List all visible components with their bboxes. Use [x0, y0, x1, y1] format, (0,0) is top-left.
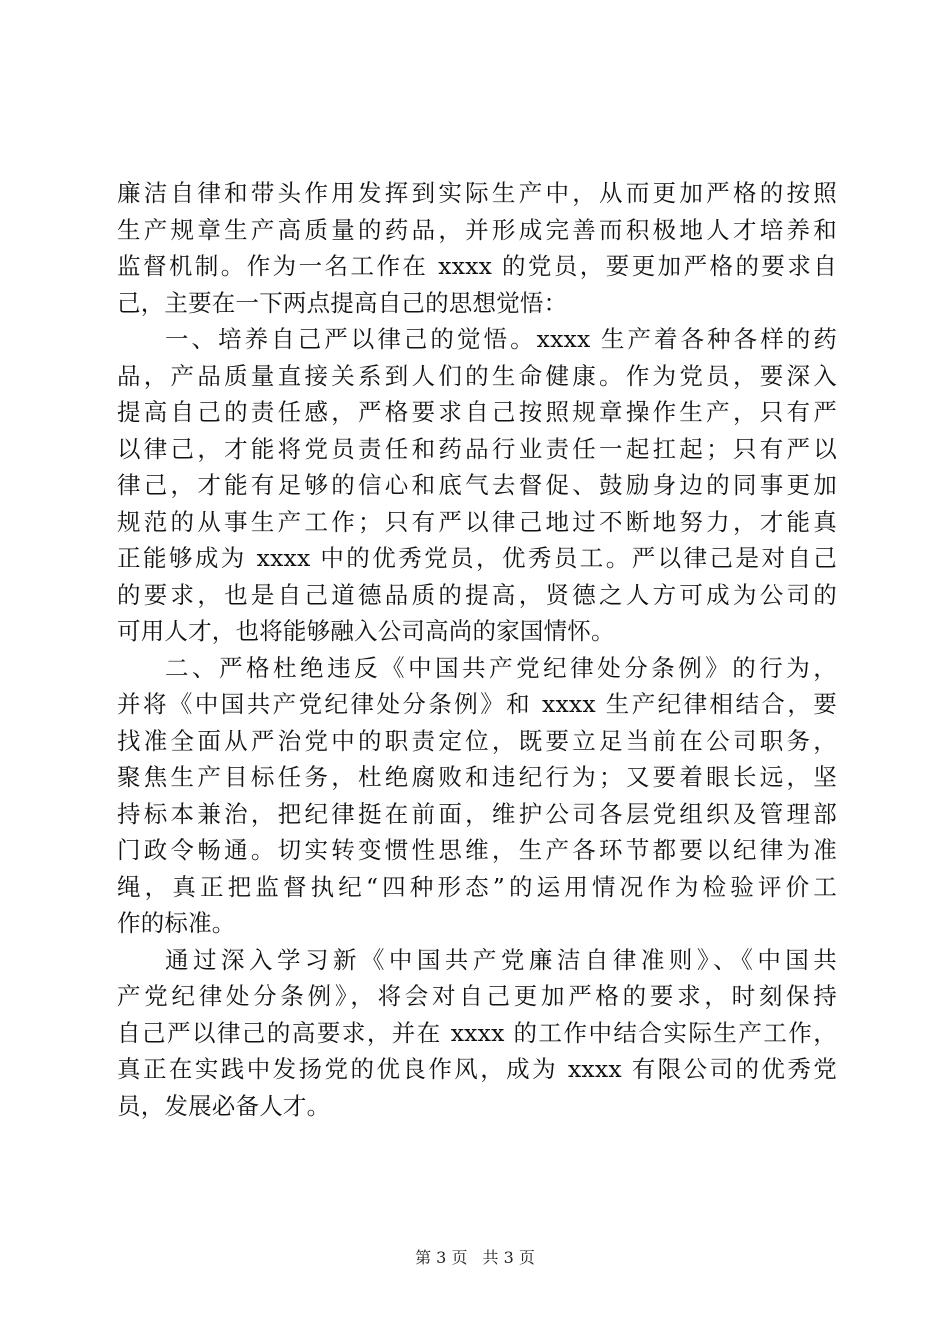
paragraph-2 — [117, 321, 837, 650]
text-line: 聚焦生产目标任务，杜绝腐败和违纪行为；又要着眼长远，坚 — [117, 763, 837, 791]
text-line: 绳，真正把监督执纪“四种形态”的运用情况作为检验评价工 — [117, 872, 837, 901]
text-line: 可用人才，也将能够融入公司高尚的家国情怀。 — [117, 617, 615, 645]
page-footer — [0, 1245, 950, 1268]
text-line: 提高自己的责任感，严格要求自己按照规章操作生产，只有严 — [117, 398, 837, 426]
text-line: 真正在实践中发扬党的优良作风，成为 xxxx 有限公司的优秀党 — [117, 1055, 837, 1083]
text-line: 己，主要在一下两点提高自己的思想觉悟： — [117, 288, 568, 317]
paragraph-4 — [117, 942, 837, 1125]
page-number-total: 共 3 页 — [482, 1248, 535, 1267]
text-line: 通过深入学习新《中国共产党廉洁自律准则》、《中国共 — [165, 945, 837, 974]
document-body — [117, 175, 837, 1124]
text-line: 持标本兼治，把纪律挺在前面，维护公司各层党组织及管理部 — [117, 799, 837, 828]
text-line: 律己，才能有足够的信心和底气去督促、鼓励身边的同事更加 — [117, 471, 837, 499]
text-line: 监督机制。作为一名工作在 xxxx 的党员，要更加严格的要求自 — [117, 252, 837, 280]
text-line: 并将《中国共产党纪律处分条例》和 xxxx 生产纪律相结合，要 — [117, 690, 837, 718]
text-line: 规范的从事生产工作；只有严以律己地过不断地努力，才能真 — [117, 507, 837, 536]
text-line: 作的标准。 — [117, 909, 236, 937]
text-line: 自己严以律己的高要求，并在 xxxx 的工作中结合实际生产工作， — [117, 1018, 837, 1047]
text-line: 生产规章生产高质量的药品，并形成完善而积极地人才培养和 — [117, 215, 837, 244]
paragraph-3 — [117, 650, 837, 942]
text-line: 品，产品质量直接关系到人们的生命健康。作为党员，要深入 — [117, 361, 837, 390]
text-line: 以律己，才能将党员责任和药品行业责任一起扛起；只有严以 — [117, 434, 837, 463]
text-line: 门政令畅通。切实转变惯性思维，生产各环节都要以纪律为准 — [117, 836, 837, 864]
text-line: 二、严格杜绝违反《中国共产党纪律处分条例》的行为， — [165, 653, 837, 682]
text-line: 找准全面从严治党中的职责定位，既要立足当前在公司职务， — [117, 726, 837, 755]
text-line: 廉洁自律和带头作用发挥到实际生产中，从而更加严格的按照 — [117, 179, 837, 207]
page-number-current: 第 3 页 — [415, 1248, 468, 1267]
paragraph-1 — [117, 175, 837, 321]
text-line: 产党纪律处分条例》，将会对自己更加严格的要求，时刻保持 — [117, 982, 837, 1010]
text-line: 的要求，也是自己道德品质的提高，贤德之人方可成为公司的 — [117, 580, 837, 609]
text-line: 正能够成为 xxxx 中的优秀党员，优秀员工。严以律己是对自己 — [117, 544, 837, 572]
text-line: 一、培养自己严以律己的觉悟。xxxx 生产着各种各样的药 — [165, 325, 837, 353]
text-line: 员，发展必备人才。 — [117, 1091, 331, 1120]
